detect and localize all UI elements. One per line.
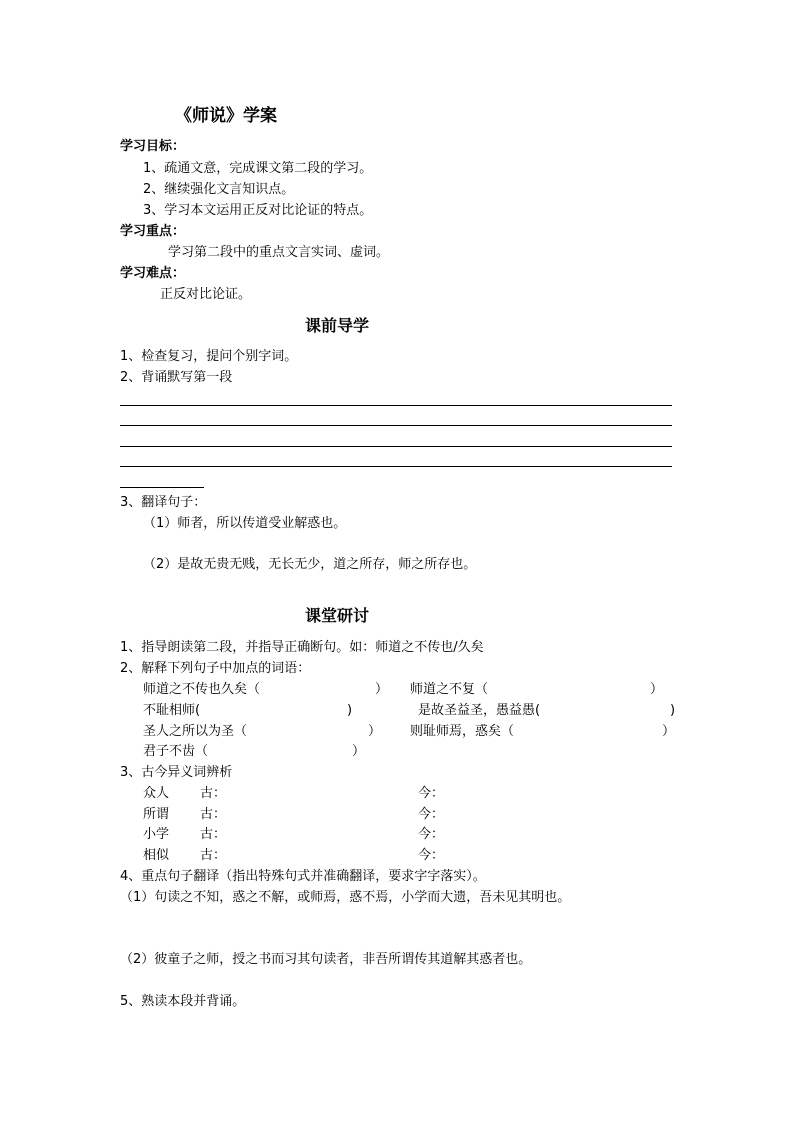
gu-label: 古： xyxy=(200,786,227,801)
jin-label: 今： xyxy=(418,848,445,863)
gu-label: 古： xyxy=(200,807,227,822)
in-class-q3: 3、古今异义词辨析 xyxy=(120,765,233,780)
in-class-q5: 5、熟读本段并背诵。 xyxy=(120,994,246,1009)
goals-heading: 学习目标： xyxy=(120,139,186,154)
translate-sentence: （1）句读之不知，惑之不解，或师焉，惑不焉，小学而大遗，吾未见其明也。 xyxy=(120,890,571,905)
word-item: 所谓 xyxy=(143,807,170,822)
focus-text: 学习第二段中的重点文言实词、虚词。 xyxy=(168,245,390,260)
goal-item: 3、学习本文运用正反对比论证的特点。 xyxy=(143,203,373,218)
phrase-close: ) xyxy=(347,703,353,718)
in-class-heading: 课堂研讨 xyxy=(305,606,370,625)
phrase-close: ) xyxy=(670,703,676,718)
phrase-item: 师道之不复（ xyxy=(410,682,489,697)
page-title: 《师说》学案 xyxy=(175,106,277,126)
gu-label: 古： xyxy=(200,848,227,863)
jin-label: 今： xyxy=(418,807,445,822)
in-class-q4: 4、重点句子翻译（指出特殊句式并准确翻译，要求字字落实）。 xyxy=(120,869,486,884)
phrase-close: ） xyxy=(352,744,366,759)
phrase-item: 君子不齿（ xyxy=(143,744,209,759)
phrase-item: 是故圣益圣，愚益愚( xyxy=(418,703,541,718)
goal-item: 1、疏通文意，完成课文第二段的学习。 xyxy=(143,161,373,176)
gu-label: 古： xyxy=(200,827,227,842)
phrase-close: ） xyxy=(375,682,389,697)
difficulty-text: 正反对比论证。 xyxy=(160,287,252,302)
in-class-q2: 2、解释下列句子中加点的词语： xyxy=(120,661,311,676)
word-item: 相似 xyxy=(143,848,170,863)
phrase-close: ） xyxy=(662,724,676,739)
phrase-item: 圣人之所以为圣（ xyxy=(143,724,248,739)
difficulty-heading: 学习难点： xyxy=(120,266,186,281)
phrase-close: ） xyxy=(368,724,382,739)
pre-class-q3: 3、翻译句子： xyxy=(120,495,207,510)
goal-item: 2、继续强化文言知识点。 xyxy=(143,182,295,197)
in-class-q1: 1、指导朗读第二段，并指导正确断句。如：师道之不传也/久矣 xyxy=(120,640,484,655)
pre-class-heading: 课前导学 xyxy=(305,316,370,335)
jin-label: 今： xyxy=(418,786,445,801)
phrase-item: 则耻师焉，惑矣（ xyxy=(410,724,515,739)
writing-line xyxy=(120,446,672,447)
phrase-item: 师道之不传也久矣（ xyxy=(143,682,261,697)
writing-line xyxy=(120,425,672,426)
writing-line xyxy=(120,487,204,488)
word-item: 众人 xyxy=(143,786,170,801)
translate-sentence: （1）师者，所以传道受业解惑也。 xyxy=(143,516,347,531)
writing-line xyxy=(120,466,672,467)
word-item: 小学 xyxy=(143,827,170,842)
translate-sentence: （2）彼童子之师，授之书而习其句读者，非吾所谓传其道解其惑者也。 xyxy=(120,952,532,967)
writing-line xyxy=(120,405,672,406)
jin-label: 今： xyxy=(418,827,445,842)
pre-class-q2: 2、背诵默写第一段 xyxy=(120,370,233,385)
phrase-close: ） xyxy=(650,682,664,697)
translate-sentence: （2）是故无贵无贱，无长无少，道之所存，师之所存也。 xyxy=(143,557,477,572)
focus-heading: 学习重点： xyxy=(120,224,186,239)
pre-class-q1: 1、检查复习，提问个别字词。 xyxy=(120,349,298,364)
phrase-item: 不耻相师( xyxy=(143,703,201,718)
